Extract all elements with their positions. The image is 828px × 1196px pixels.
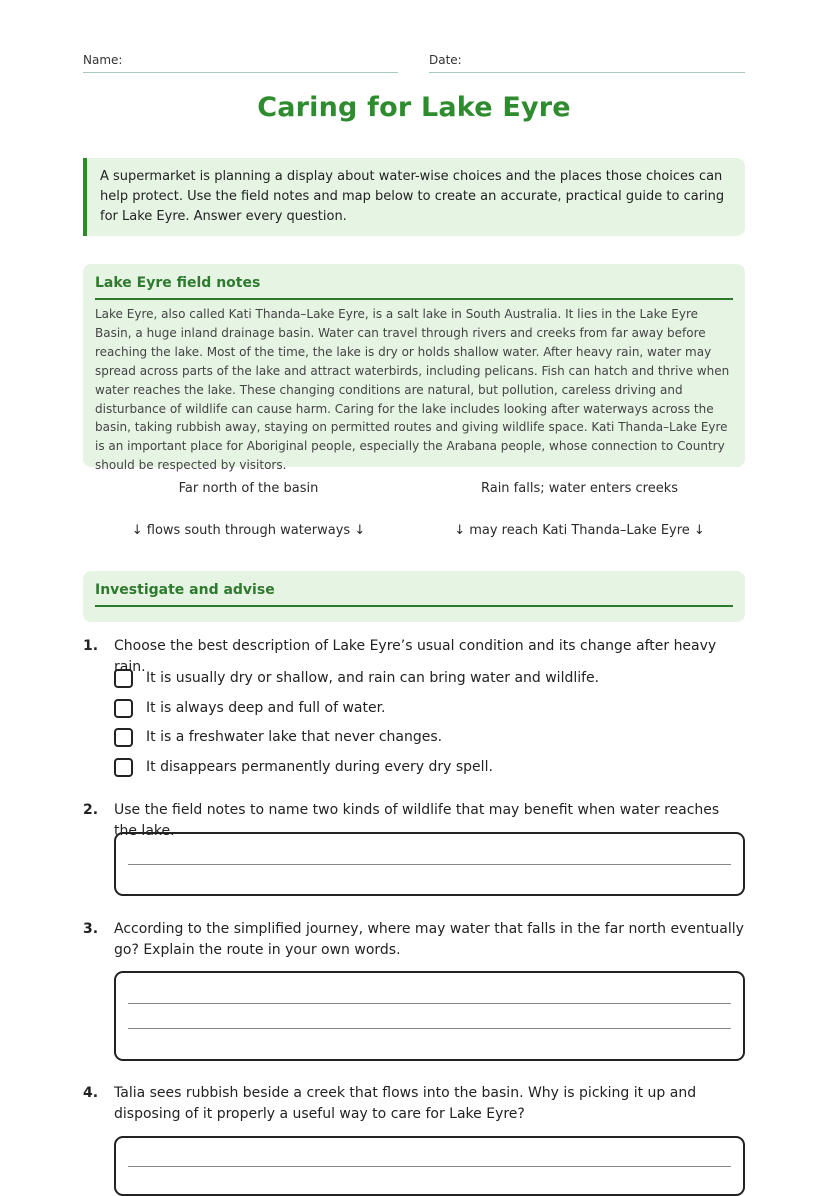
answer-line bbox=[128, 1166, 731, 1167]
field-notes-panel bbox=[83, 264, 745, 473]
checkbox[interactable] bbox=[114, 758, 133, 777]
question-number: 3. bbox=[83, 921, 99, 937]
checkbox[interactable] bbox=[114, 669, 133, 688]
name-label: Name: bbox=[83, 53, 123, 67]
question-text: Choose the best description of Lake Eyre’s usual condition and its change after heavy rain. bbox=[114, 638, 717, 675]
investigate-heading: Investigate and advise bbox=[95, 581, 733, 607]
intro-callout: A supermarket is planning a display about water-wise choices and the places those choices can help protect. Use the field notes and map below to create an accurate, practical guide to caring for Lake Eyre. Answer every question. bbox=[83, 158, 745, 236]
answer-line bbox=[128, 1028, 731, 1029]
answer-line bbox=[128, 1003, 731, 1004]
checkbox[interactable] bbox=[114, 699, 133, 718]
answer-line bbox=[128, 864, 731, 865]
option-label: It disappears permanently during every dry spell. bbox=[146, 759, 493, 775]
journey-far-north: Far north of the basin bbox=[178, 481, 319, 496]
header-row bbox=[83, 52, 745, 74]
name-field[interactable] bbox=[83, 52, 398, 73]
journey-rain-falls: Rain falls; water enters creeks bbox=[480, 481, 678, 496]
checkbox[interactable] bbox=[114, 728, 133, 747]
option-label: It is always deep and full of water. bbox=[146, 700, 386, 716]
date-label: Date: bbox=[429, 53, 462, 67]
page-title: Caring for Lake Eyre bbox=[257, 92, 571, 123]
question-number: 4. bbox=[83, 1085, 99, 1101]
option-label: It is usually dry or shallow, and rain can bring water and wildlife. bbox=[146, 670, 600, 686]
question-text: According to the simplified journey, where may water that falls in the far north eventually go? Explain the route in your own words. bbox=[114, 921, 744, 958]
question-number: 2. bbox=[83, 802, 99, 818]
field-notes-body: Lake Eyre, also called Kati Thanda–Lake Eyre, is a salt lake in South Australia. It lies in the Lake Eyre Basin, a huge inland drainage basin. Water can travel through rivers and creeks from far away before reaching the lake. Most of the time, the lake is dry or holds shallow water. After heavy rain, water may spread across parts of the lake and attract waterbirds, including pelicans. Fish can hatch and thrive when water reaches the lake. These changing conditions are natural, but pollution, careless driving and disturbance of wildlife can cause harm. Caring for the lake includes looking after waterways across the basin, taking rubbish away, staying on permitted routes and giving wildlife space. Kati Thanda–Lake Eyre is an important place for Aboriginal people, especially the Arabana people, whose connection to Country should be respected by visitors. bbox=[95, 307, 730, 473]
question-text: Use the field notes to name two kinds of wildlife that may benefit when water reaches the lake. bbox=[114, 802, 720, 839]
date-field[interactable] bbox=[429, 52, 745, 73]
answer-box-3[interactable] bbox=[114, 971, 745, 1061]
journey-reach-lake: ↓ may reach Kati Thanda–Lake Eyre ↓ bbox=[454, 523, 705, 538]
investigate-panel bbox=[83, 571, 745, 622]
field-notes-heading: Lake Eyre field notes bbox=[95, 274, 733, 300]
question-text: Talia sees rubbish beside a creek that flows into the basin. Why is picking it up and disposing of it properly a useful way to care for Lake Eyre? bbox=[114, 1085, 697, 1122]
answer-box-2[interactable] bbox=[114, 832, 745, 896]
question-number: 1. bbox=[83, 638, 99, 654]
option-label: It is a freshwater lake that never changes. bbox=[146, 729, 443, 745]
journey-flows-south: ↓ flows south through waterways ↓ bbox=[131, 523, 366, 538]
answer-box-4[interactable] bbox=[114, 1136, 745, 1196]
